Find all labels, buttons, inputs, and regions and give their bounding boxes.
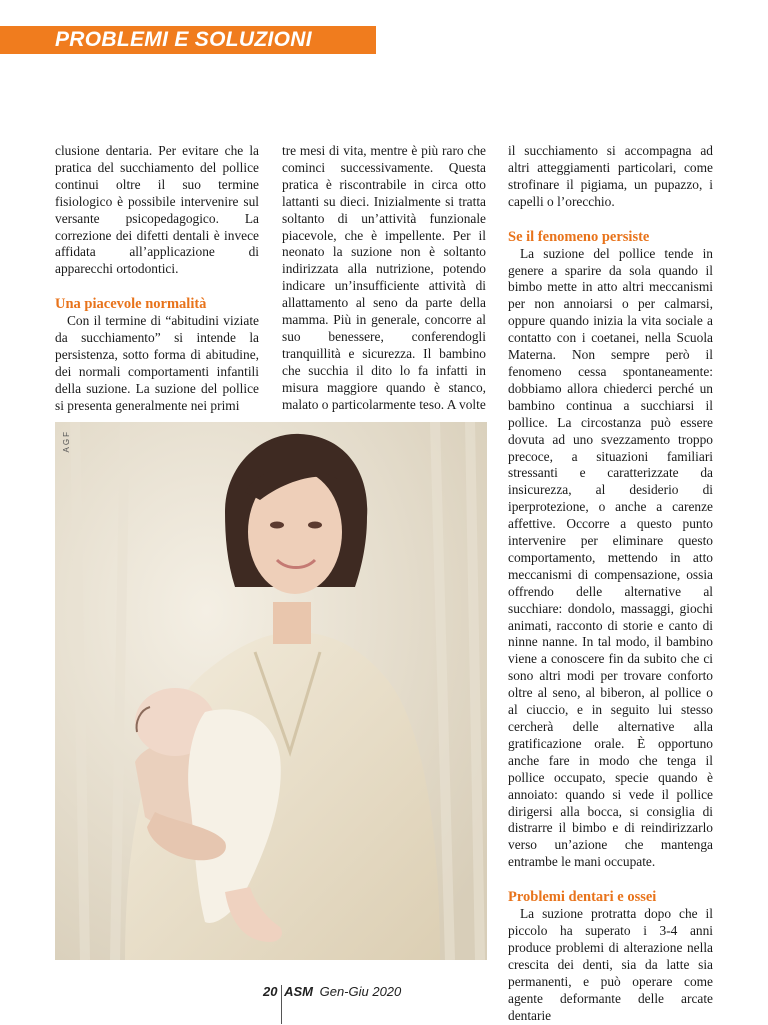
paragraph: clusione dentaria. Per evitare che la pratica del succhiamento del pollice continui oltre il suo termine fisiologico è possibile intervenire sul versante psicopedagogico. La correzione dei difetti dentali è invece affidata all’applicazione di apparecchi ortodontici.	[55, 143, 259, 277]
page-footer	[263, 984, 401, 1000]
text-column-3	[508, 143, 713, 1025]
section-heading: Se il fenomeno persiste	[508, 228, 650, 245]
photo-illustration	[55, 422, 487, 960]
text-column-1	[55, 143, 259, 415]
footer-divider	[281, 985, 282, 1024]
issue-label: Gen-Giu 2020	[319, 984, 402, 999]
mother-baby-photo	[55, 422, 487, 960]
section-heading: Problemi dentari e ossei	[508, 889, 657, 906]
text-column-2	[282, 143, 486, 414]
section-heading: Una piacevole normalità	[55, 296, 207, 313]
paragraph: tre mesi di vita, mentre è più raro che cominci successivamente. Questa pratica è riscontrabile in circa otto lattanti su dieci. Inizialmente si tratta soltanto di un’attività funzionale piacevole, che è impellente. Per il neonato la suzione non è soltanto indirizzata alla nutrizione, potendo indicare un’insufficiente attività di allattamento al seno da parte della mamma. Più in generale, concorre al suo benessere, conferendogli tranquillità e sicurezza. Il bambino che succhia il dito lo fa infatti in misura maggiore quando è stanco, malato o particolarmente teso. A volte	[282, 143, 486, 412]
paragraph: La suzione del pollice tende in genere a sparire da sola quando il bimbo mette in atto altri meccanismi per non annoiarsi o per calmarsi, oppure quando inizia la vita sociale a contatto con i coetanei, nella Scuola Materna. Non sempre però il fenomeno cessa spontaneamente: dobbiamo allora chiederci perché un bambino continua a succhiarsi il pollice. La circostanza può essere dovuta ad uno svezzamento troppo precoce, a situazioni familiari stressanti e caratterizzate da insicurezza, al desiderio di iperprotezione, o anche a carenze affettive. Occorre a questo punto intervenire per eliminare questo comportamento, mettendo in atto meccanismi di compensazione, ossia offrendo delle alternative al succhiare: dondolo, massaggi, giochi animati, racconto di storie e canto di ninne nanne. In tal modo, il bambino viene a conoscere fin da subito che ci sono altri modi per trovare conforto oltre al seno, al biberon, al pollice o al ciuccio, e in seguito lui stesso cercherà delle alternative alla gratificazione orale. È opportuno anche fare in modo che tenga il pollice occupato, specie quando è annoiato: quando si vede il pollice dirigersi alla bocca, si consiglia di distrarre il bimbo e di reindirizzarlo verso un’azione che mantenga entrambe le mani occupate.	[508, 245, 713, 870]
magazine-name: ASM	[284, 984, 313, 999]
paragraph: La suzione protratta dopo che il piccolo ha superato i 3-4 anni produce problemi di alterazione nella crescita dei denti, sia da latte sia permanenti, e può operare come agente deformante delle arcate dentarie	[508, 906, 713, 1023]
paragraph: il succhiamento si accompagna ad altri atteggiamenti particolari, come strofinare il pigiama, un pupazzo, i capelli o l’orecchio.	[508, 143, 713, 209]
section-header-band	[0, 26, 376, 54]
photo-credit: AGF	[62, 430, 71, 453]
section-title: PROBLEMI E SOLUZIONI	[55, 28, 312, 51]
paragraph: Con il termine di “abitudini viziate da succhiamento” si intende la persistenza, sotto forma di abitudine, dei normali comportamenti infantili della suzione. La suzione del pollice si presenta generalmente nei primi	[55, 313, 259, 413]
page-number: 20	[263, 984, 278, 999]
